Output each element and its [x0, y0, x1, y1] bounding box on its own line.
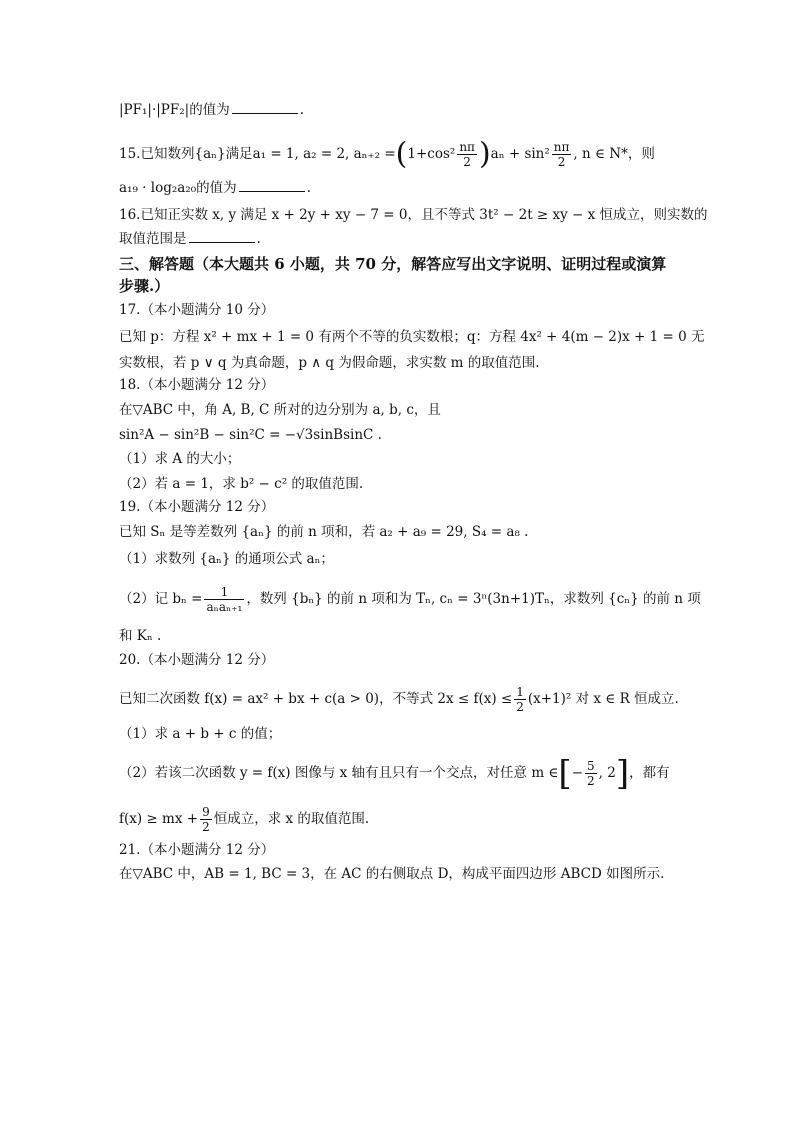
q20-part1: （1）求 a + b + c 的值；	[119, 726, 282, 742]
q17-line1: 已知 p：方程 x² + mx + 1 = 0 有两个不等的负实数根；q：方程 4x² + 4(m − 2)x + 1 = 0 无	[119, 329, 705, 345]
section-title-line1: 三、解答题（本大题共 6 小题，共 70 分，解答应写出文字说明、证明过程或演算	[119, 255, 667, 273]
fraction: $\frac{9}{2}$	[202, 805, 210, 834]
q17-header: 17.（本小题满分 10 分）	[119, 302, 275, 318]
answer-blank	[239, 179, 305, 192]
q18-line1: 在▽ABC 中，角 A, B, C 所对的边分别为 a, b, c，且	[119, 402, 441, 418]
answer-blank	[189, 230, 255, 243]
fraction: $\frac{1}{\text{aₙaₙ₊₁}}$	[206, 585, 243, 614]
q19-part2: （2）记 bₙ = $\frac{1}{\text{aₙaₙ₊₁}}$ ，数列 {bₙ} 的前 n 项和为 Tₙ, cₙ = 3ⁿ(3n+1)Tₙ，求数列 {cₙ} 的前 n 项	[119, 585, 701, 614]
q18-header: 18.（本小题满分 12 分）	[119, 377, 275, 393]
q20-header: 20.（本小题满分 12 分）	[119, 652, 275, 668]
section-title-line2: 步骤.）	[119, 277, 170, 295]
q15-line2: a₁₉ · log₂a₂₀的值为 .	[119, 180, 311, 196]
q14-tail: |PF₁|·|PF₂|的值为 .	[119, 102, 305, 118]
q21-header: 21.（本小题满分 12 分）	[119, 842, 275, 858]
q20-line1: 已知二次函数 f(x) = ax² + bx + c(a > 0)，不等式 2x ≤ f(x) ≤ $\frac{1}{2}$ (x+1)² 对 x ∈ R 恒成立.	[119, 685, 679, 714]
q16-line1: 16.已知正实数 x, y 满足 x + 2y + xy − 7 = 0，且不等式 3t² − 2t ≥ xy − x 恒成立，则实数的	[119, 207, 708, 223]
fraction: $\frac{1}{2}$	[516, 685, 524, 714]
q20-line3: f(x) ≥ mx + $\frac{9}{2}$ 恒成立，求 x 的取值范围.	[119, 805, 370, 834]
q19-line1: 已知 Sₙ 是等差数列 {aₙ} 的前 n 项和，若 a₂ + a₉ = 29, S₄ = a₈ .	[119, 524, 529, 540]
q15-line1: 15.已知数列{aₙ}满足a₁ = 1, a₂ = 2, aₙ₊₂ =(1+cos² $\frac{n\pi}{2}$ )aₙ + sin² $\frac{n\pi}{2}$ , n ∈ N*，则	[119, 136, 655, 172]
fraction: $\frac{n\pi}{2}$	[459, 140, 475, 169]
answer-blank	[232, 101, 298, 114]
q20-part2: （2）若该二次函数 y = f(x) 图像与 x 轴有且只有一个交点，对任意 m ∈[− $\frac{5}{2}$ , 2]，都有	[119, 753, 670, 794]
q18-line2: sin²A − sin²B − sin²C = −√3sinBsinC .	[119, 427, 382, 443]
fraction: $\frac{5}{2}$	[587, 759, 595, 788]
q19-line3: 和 Kₙ .	[119, 628, 162, 644]
q19-header: 19.（本小题满分 12 分）	[119, 499, 275, 515]
q21-line1: 在▽ABC 中，AB = 1, BC = 3，在 AC 的右侧取点 D，构成平面四边形 ABCD 如图所示.	[119, 866, 665, 882]
fraction: $\frac{n\pi}{2}$	[553, 140, 570, 169]
q18-part1: （1）求 A 的大小；	[119, 451, 241, 467]
q14-expr: |PF₁|·|PF₂|	[119, 102, 190, 118]
q18-part2: （2）若 a = 1，求 b² − c² 的取值范围.	[119, 476, 364, 492]
q16-line2: 取值范围是 .	[119, 231, 261, 247]
q17-line2: 实数根，若 p ∨ q 为真命题，p ∧ q 为假命题，求实数 m 的取值范围.	[119, 355, 540, 371]
q19-part1: （1）求数列 {aₙ} 的通项公式 aₙ；	[119, 551, 334, 567]
